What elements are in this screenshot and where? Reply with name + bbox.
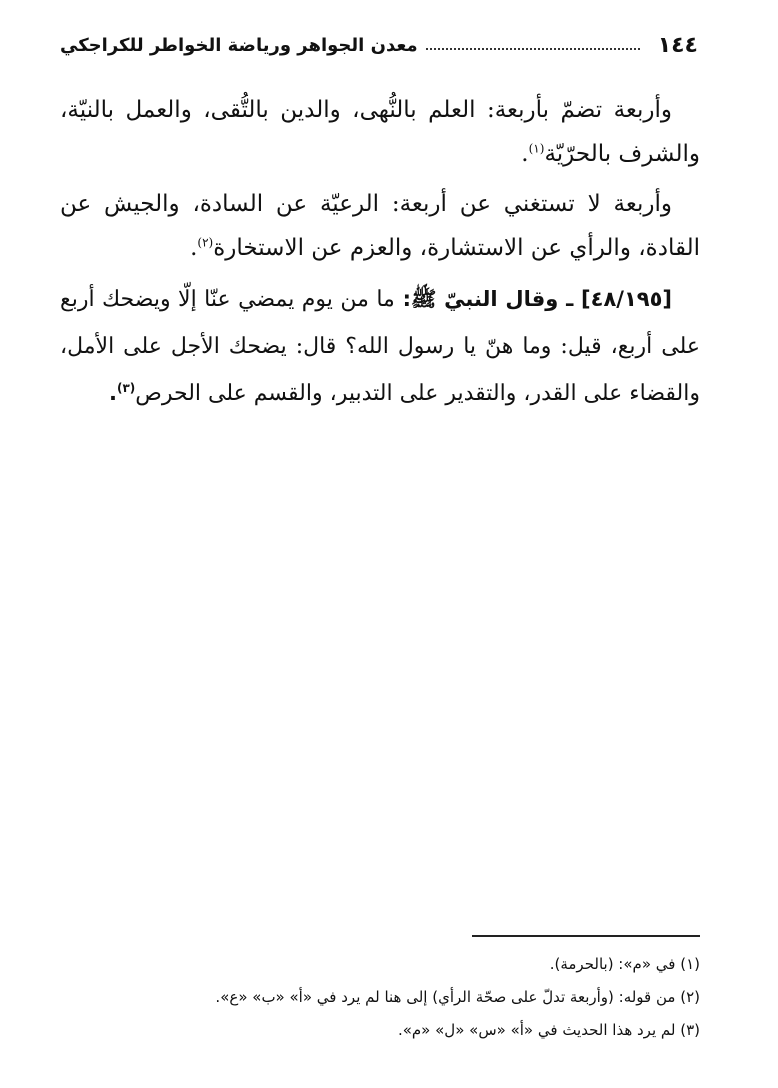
paragraph-four-joined: وأربعة تضمّ بأربعة: العلم بالنُّهى، والدين بالتُّقى، والعمل بالنيّة، والشرف بالحرّيّة$^{(١)}$. <box>60 97 700 167</box>
footnote-ref-1: (١) <box>528 141 545 156</box>
page-number: ١٤٤ <box>657 32 698 58</box>
header-dot-leader <box>426 48 640 50</box>
footnotes <box>60 948 700 1047</box>
hadith-lead: ـ وقال النبيّ ﷺ: <box>402 287 574 311</box>
footnote-3: (٣) لم يرد هذا الحديث في «أ» «س» «ل» «م». <box>397 1021 700 1039</box>
paragraph-four-needed: وأربعة لا تستغني عن أربعة: الرعيّة عن السادة، والجيش عن القادة، والرأي عن الاستشارة، والعزم عن الاستخارة$^{(٢)}$. <box>60 191 700 261</box>
main-text <box>60 88 700 423</box>
footnote-2: (٢) من قوله: (وأربعة تدلّ على صحّة الرأي) إلى هنا لم يرد في «أ» «ب» «ع». <box>215 988 700 1006</box>
running-header <box>60 30 698 60</box>
paragraph-text: وأربعة تضمّ بأربعة: العلم بالنُّهى، والدين بالتُّقى، والعمل بالنيّة، والشرف بالحرّيّة <box>60 97 700 167</box>
hadith-paragraph: [٤٨/١٩٥] ـ وقال النبيّ ﷺ: ما من يوم يمضي عنّا إلّا ويضحك أربع على أربع، قيل: وما هنّ يا رسول الله؟ قال: يضحك الأجل على الأمل، والقضاء على القدر، والتقدير على التدبير، والقسم على الحرص$^{(٣)}$. <box>60 287 700 406</box>
footnote-1: (١) في «م»: (بالحرمة). <box>549 955 700 973</box>
paragraph-text: وأربعة لا تستغني عن أربعة: الرعيّة عن السادة، والجيش عن القادة، والرأي عن الاستشارة، والعزم عن الاستخارة <box>60 191 700 261</box>
hadith-text: ما من يوم يمضي عنّا إلّا ويضحك أربع على أربع، قيل: وما هنّ يا رسول الله؟ قال: يضحك الأجل على الأمل، والقضاء على القدر، والتقدير على التدبير، والقسم على الحرص <box>60 287 700 406</box>
hadith-number: [٤٨/١٩٥] <box>581 287 673 311</box>
footnote-ref-3: (٣) <box>116 381 136 395</box>
footnote-separator <box>472 935 700 937</box>
book-title: معدن الجواهر ورياضة الخواطر للكراجكي <box>60 34 418 56</box>
footnote-ref-2: (٢) <box>197 235 214 250</box>
